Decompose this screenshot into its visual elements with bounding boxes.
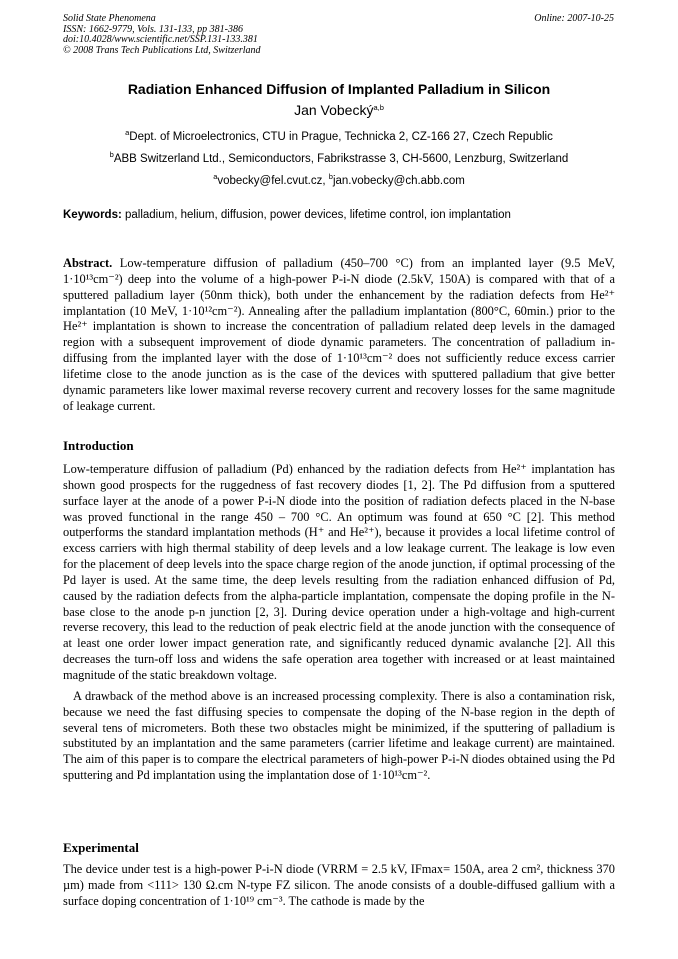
affiliation-b [20, 152, 658, 166]
email-b: jan.vobecky@ch.abb.com [332, 175, 465, 187]
affil-b-text: ABB Switzerland Ltd., Semiconductors, Fabrikstrasse 3, CH-5600, Lenzburg, Switzerland [113, 153, 569, 165]
doi-line: doi:10.4028/www.scientific.net/SSP.131-133.381 [63, 34, 258, 46]
affil-a-mark: a [125, 128, 130, 137]
affil-a-text: Dept. of Microelectronics, CTU in Prague, Technicka 2, CZ-166 27, Czech Republic [129, 131, 553, 143]
abstract [63, 256, 615, 414]
affiliation-a [20, 130, 658, 144]
journal-header [63, 14, 261, 56]
journal-name: Solid State Phenomena [63, 13, 156, 24]
keywords [63, 208, 615, 222]
intro-paragraph-1: Low-temperature diffusion of palladium (Pd) enhanced by the radiation defects from He²⁺ implantation has shown good prospects for the ruggedness of fast recovery diodes [1, 2]. The Pd diffusion from a sputtered surface layer at the anode of a power P-i-N diode into the position of radiation defects placed in the N-base was proved functional in the range 450 – 700 °C. An optimum was found at 650 °C [2]. This method outperforms the standard implantation methods (H⁺ and He²⁺), because it provides a local lifetime control of excess carriers with high thermal stability of deep levels and a low leakage current. The leakage is low even for the placement of deep levels into the space charge region of the anode junction, if optimal processing of the Pd layer is used. At the same time, the deep levels resulting from the radiation enhanced diffusion of Pd, caused by the radiation defects from the alpha-particle implantation, compensate the doping profile in the N-base close to the anode p-n junction [2, 3]. During device operation under a high-voltage and high-current reverse recovery, this lead to the reduction of peak electric field at the anode junction with the consequence of at least one order lower impact generation rate, and significantly reduced dynamic avalanche [2]. All this decreases the turn-off loss and widens the safe operation area together with increased or at least maintained magnitude of the static breakdown voltage. [63, 462, 615, 682]
abstract-text: Low-temperature diffusion of palladium (450–700 °C) from an implanted layer (9.5 MeV, 1·10¹³cm⁻²) deep into the volume of a high-power P-i-N diode (2.5kV, 150A) is compared with that of a sputtered palladium layer (50nm thick), both under the enhancement by the radiation defects from He²⁺ implantation (10 MeV, 1·10¹²cm⁻²). Annealing after the palladium implantation (800°C, 60min.) prior to the He²⁺ implantation is shown to increase the concentration of palladium related deep levels in the damaged region with a subsequent improvement of diode dynamic parameters. The concentration of palladium in-diffusing from the implanted layer with the dose of 1·10¹³cm⁻² does not sufficiently reduce excess carrier lifetime close to the anode junction as is the case of the devices with sputtered palladium that give better dynamic parameters like lower maximal reverse recovery current and recovery losses for the same magnitude of leakage current. [63, 256, 615, 413]
copyright-line: © 2008 Trans Tech Publications Ltd, Switzerland [63, 44, 261, 56]
abstract-paragraph [63, 256, 615, 414]
author-affil-marks: a,b [373, 103, 384, 112]
experimental-body [63, 862, 615, 910]
abstract-label: Abstract. [63, 256, 113, 270]
issn-line: ISSN: 1662-9779, Vols. 131-133, pp 381-386 [63, 23, 243, 35]
introduction-body [63, 462, 615, 784]
email-a-mark: a [213, 172, 218, 181]
email-line [20, 174, 658, 188]
author-name: Jan Vobecký [294, 102, 374, 118]
experimental-paragraph-1: The device under test is a high-power P-i-N diode (VRRM = 2.5 kV, IFmax= 150A, area 2 cm², thickness 370 µm) made from <111> 130 Ω.cm N-type FZ silicon. The anode consists of a double-diffused gallium with a surface doping concentration of 1·10¹⁹ cm⁻³. The cathode is made by the [63, 862, 615, 908]
author-line [40, 101, 638, 119]
email-a: vobecky@fel.cvut.cz, [217, 175, 329, 187]
affil-b-mark: b [109, 150, 114, 159]
paper-title: Radiation Enhanced Diffusion of Implanted Palladium in Silicon [127, 81, 551, 97]
intro-paragraph-2: A drawback of the method above is an increased processing complexity. There is also a contamination risk, because we need the fast diffusing species to compensate the doping of the N-base region in the depth of several tens of micrometers. Both these two obstacles might be minimized, if the sputtering of palladium is substituted by an implantation and the same parameters (carrier lifetime and leakage current) are maintained. The aim of this paper is to compare the electrical parameters of high-power P-i-N diodes obtained using the Pd sputtering and Pd implantation using the implantation dose of 1·10¹³cm⁻². [63, 688, 615, 783]
section-heading-introduction: Introduction [63, 438, 134, 453]
online-date: Online: 2007-10-25 [534, 13, 614, 24]
keywords-label: Keywords: [63, 209, 122, 221]
section-heading-experimental: Experimental [63, 840, 139, 855]
email-b-mark: b [328, 172, 333, 181]
keywords-text: palladium, helium, diffusion, power devices, lifetime control, ion implantation [121, 209, 511, 221]
